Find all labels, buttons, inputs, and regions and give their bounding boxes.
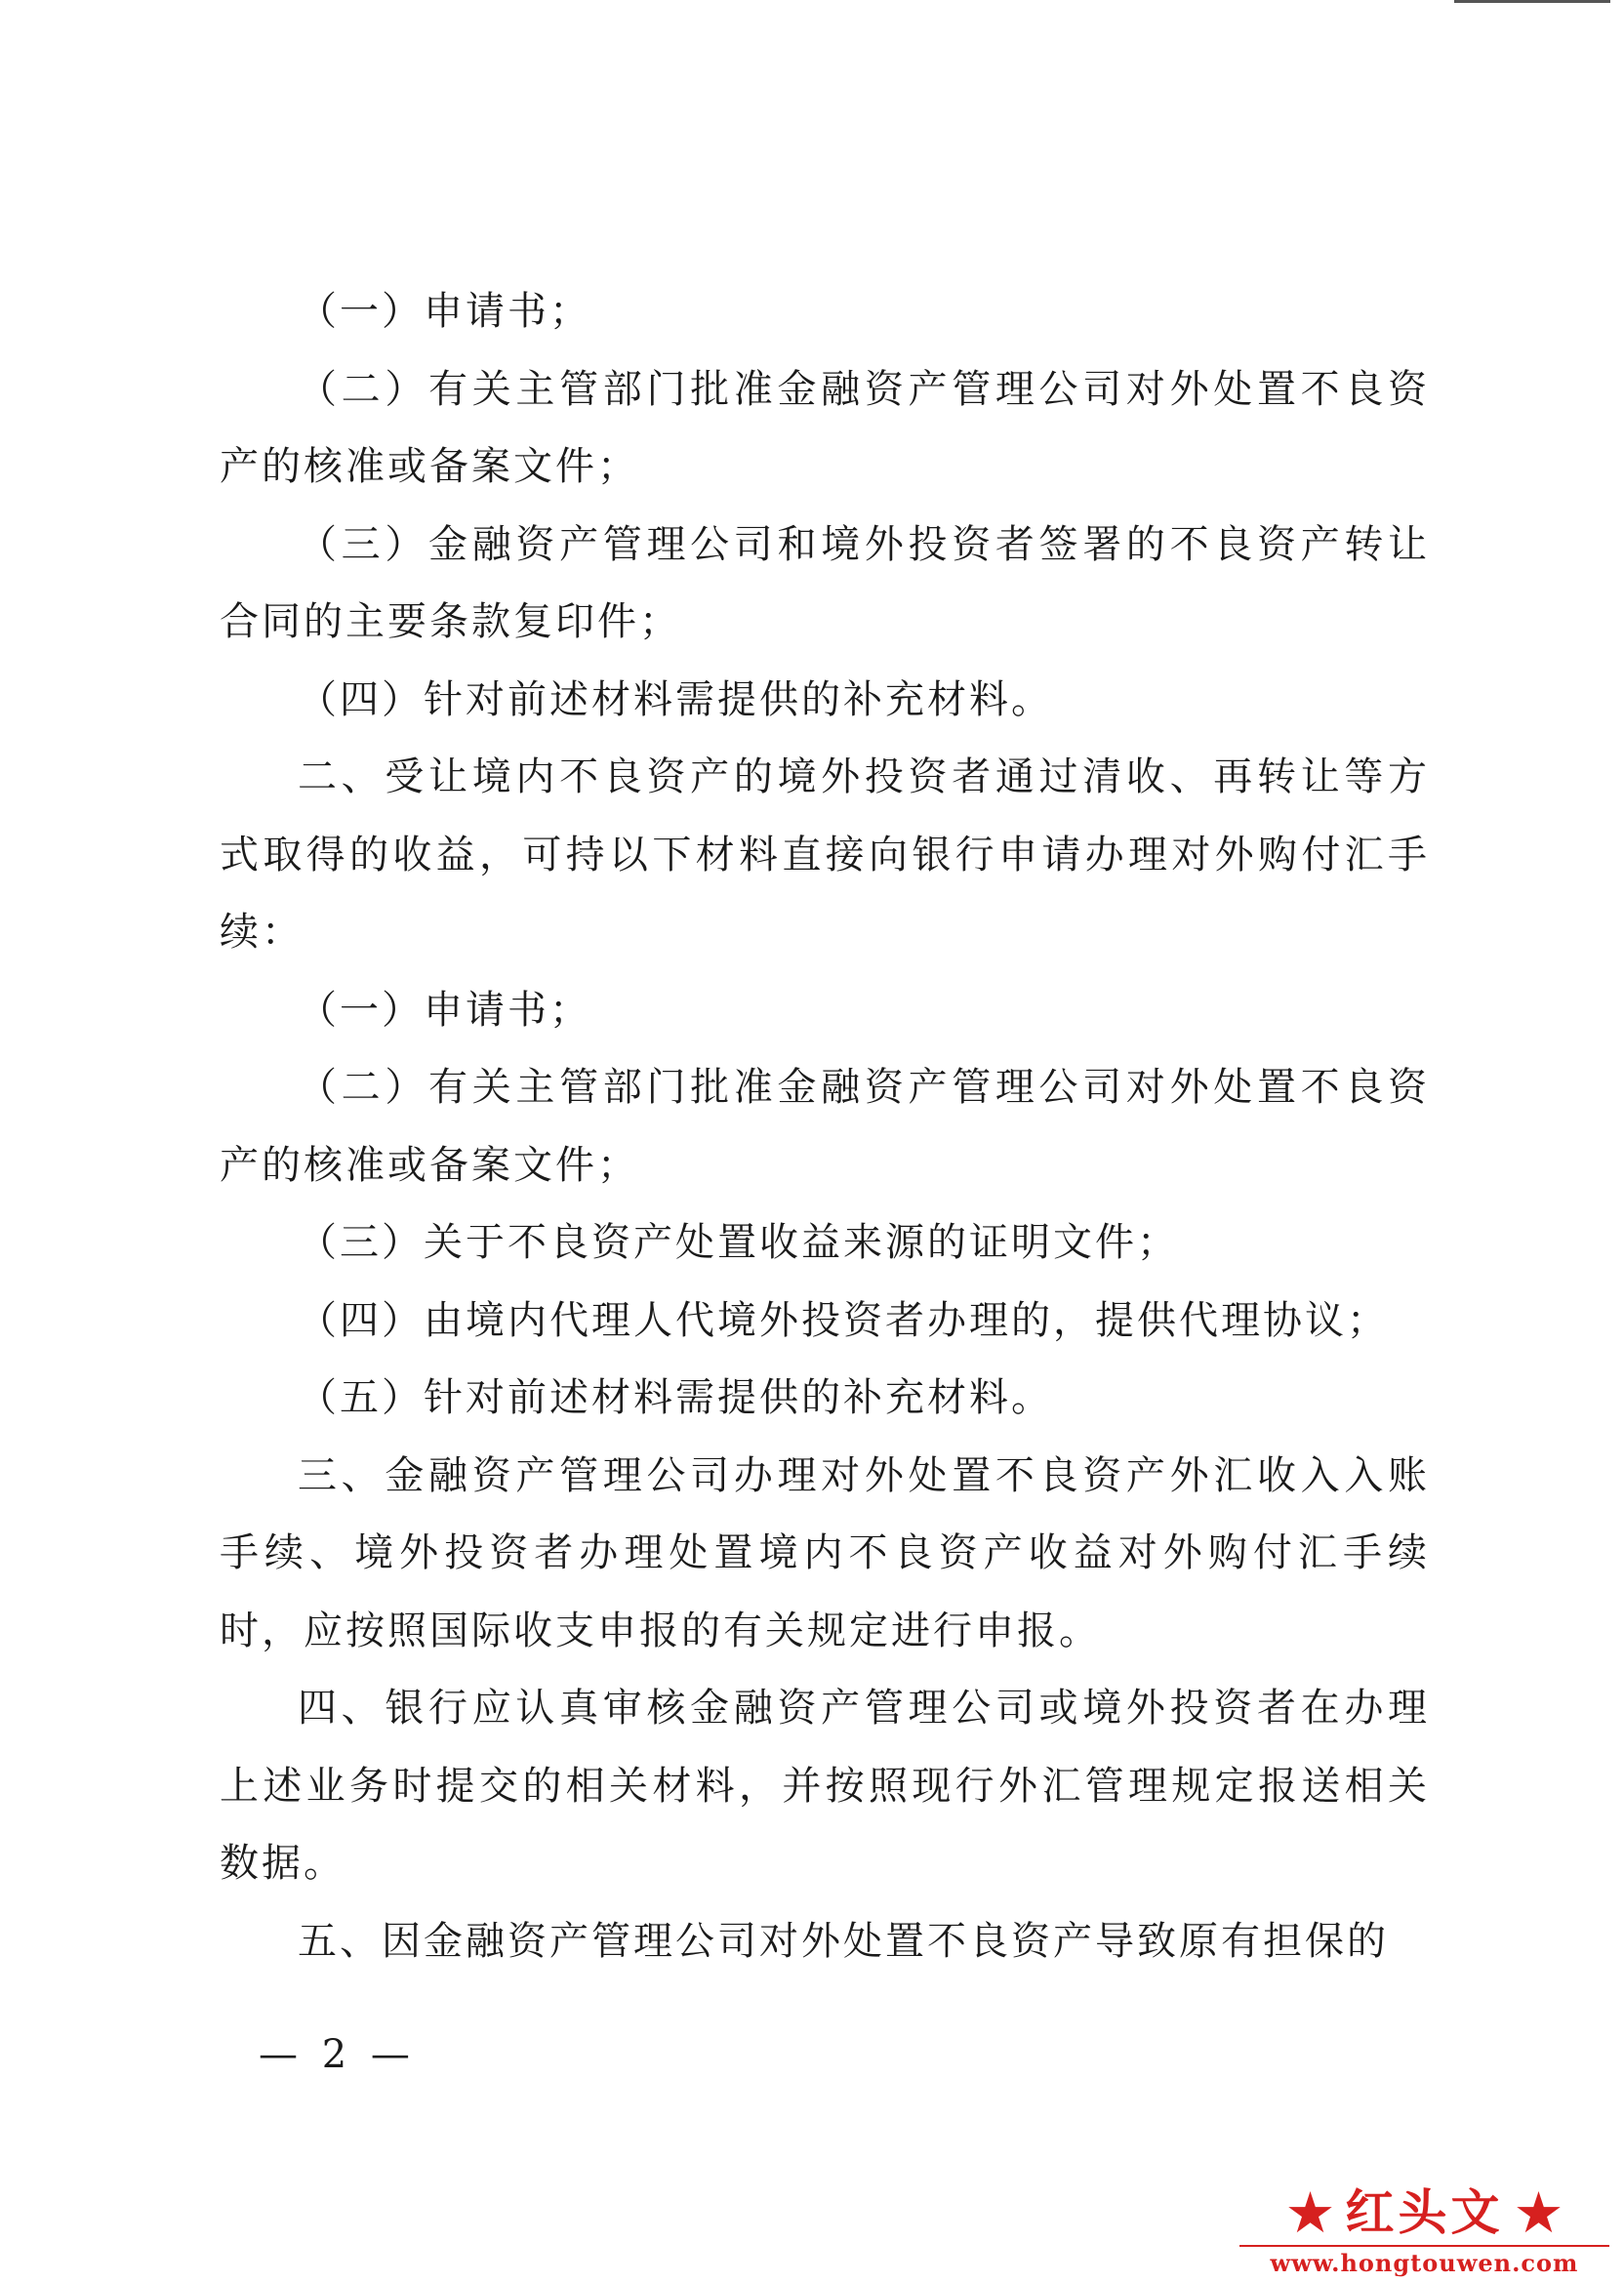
paragraph-7: （二）有关主管部门批准金融资产管理公司对外处置不良资产的核准或备案文件； [220,1065,1430,1188]
paragraph-5: 二、受让境内不良资产的境外投资者通过清收、再转让等方式取得的收益，可持以下材料直接向银行申请办理对外购付汇手续： [220,754,1430,955]
page-number: — 2 — [259,2032,416,2077]
star-icon: ★ [1284,2180,1336,2246]
top-edge-rule [1454,0,1610,3]
watermark-title-row [1232,2180,1617,2246]
paragraph-2: （二）有关主管部门批准金融资产管理公司对外处置不良资产的核准或备案文件； [220,366,1430,489]
paragraph-11: 三、金融资产管理公司办理对外处置不良资产外汇收入入账手续、境外投资者办理处置境内不良资产收益对外购付汇手续时，应按照国际收支申报的有关规定进行申报。 [220,1452,1430,1653]
paragraph-10: （五）针对前述材料需提供的补充材料。 [298,1375,1053,1420]
paragraph-3: （三）金融资产管理公司和境外投资者签署的不良资产转让合同的主要条款复印件； [220,521,1430,644]
watermark-url: www.hongtouwen.com [1239,2245,1609,2277]
paragraph-4: （四）针对前述材料需提供的补充材料。 [298,676,1053,722]
watermark-logo [1232,2182,1617,2280]
paragraph-9: （四）由境内代理人代境外投资者办理的，提供代理协议； [298,1297,1389,1343]
paragraph-12: 四、银行应认真审核金融资产管理公司或境外投资者在办理上述业务时提交的相关材料，并按照现行外汇管理规定报送相关数据。 [220,1686,1430,1886]
paragraph-6: （一）申请书； [298,987,591,1033]
watermark-title: 红头文 [1345,2184,1504,2241]
paragraph-8: （三）关于不良资产处置收益来源的证明文件； [298,1220,1179,1265]
paragraph-1: （一）申请书； [298,289,591,334]
document-body [220,273,1430,1980]
star-icon: ★ [1513,2180,1564,2246]
paragraph-13: 五、因金融资产管理公司对外处置不良资产导致原有担保的 [298,1918,1389,1964]
